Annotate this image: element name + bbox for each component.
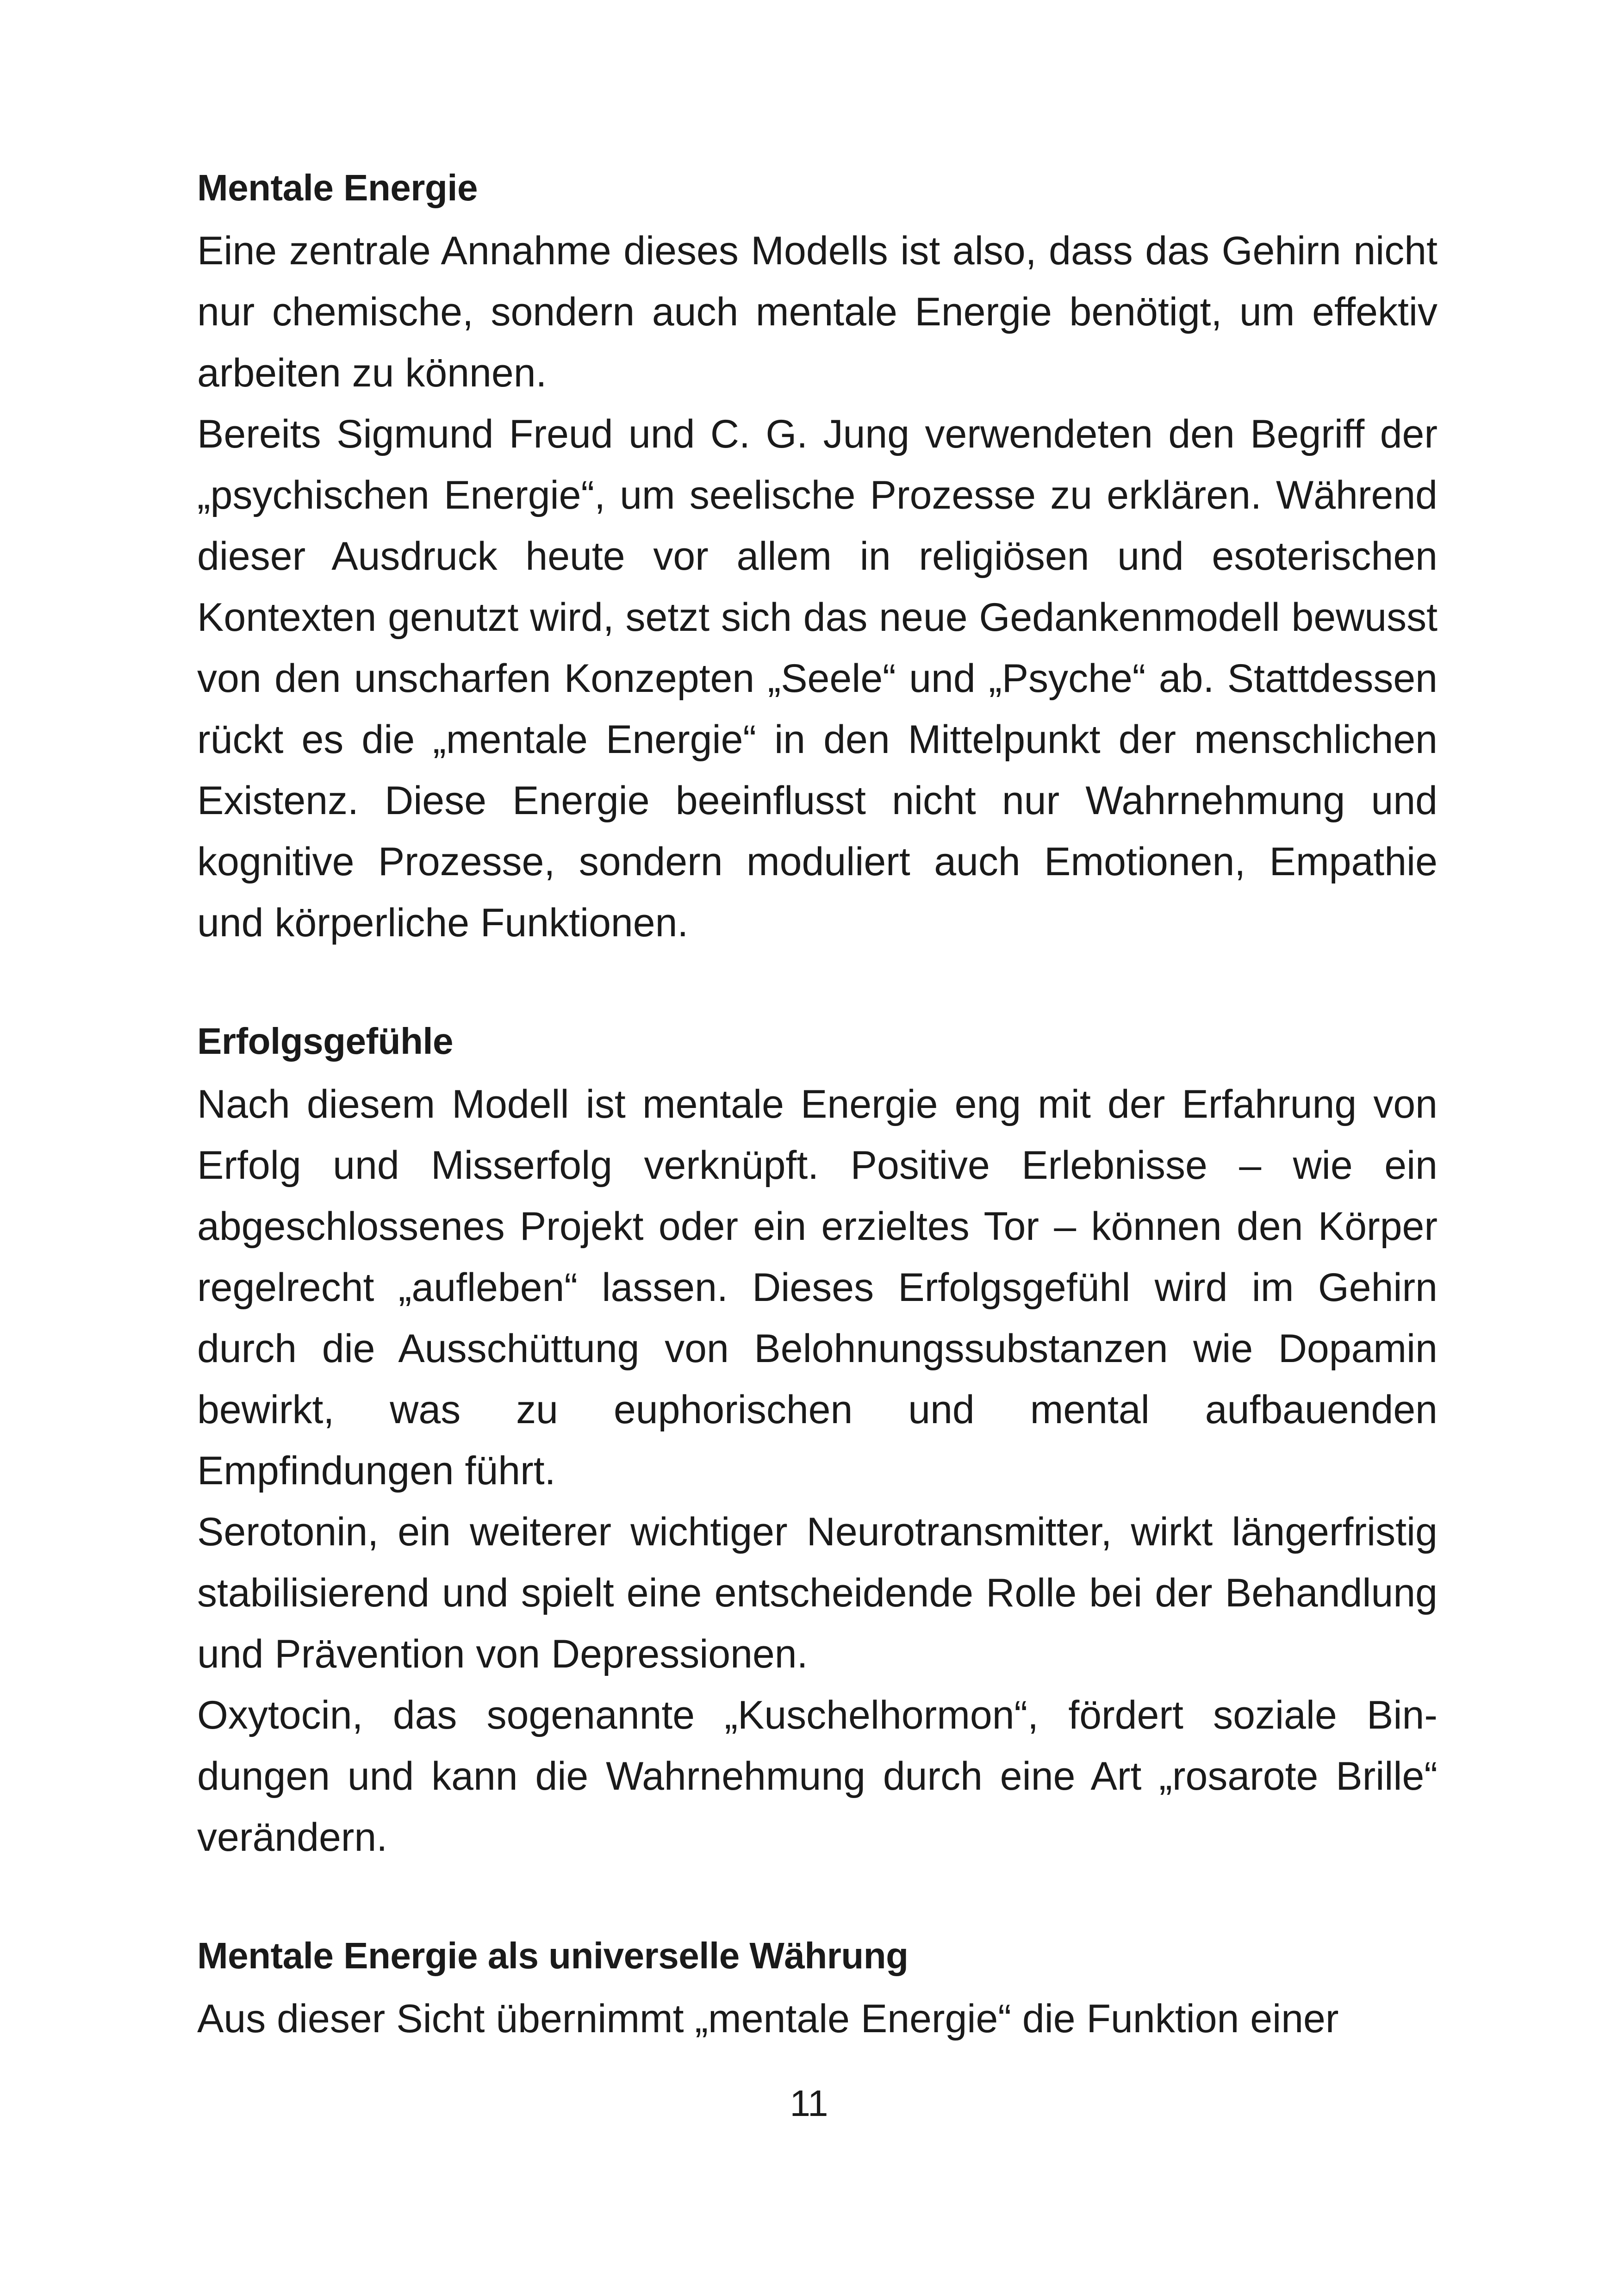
section-heading: Mentale Energie [197, 167, 478, 208]
paragraph: Aus dieser Sicht übernimmt „mentale Energie“ die Funktion einer [197, 1997, 1339, 2041]
paragraph: Bereits Sigmund Freud und C. G. Jung verwendeten den Begriff der „psychischen Energie“, um seelische Prozesse zu erklären. Während dieser Ausdruck heute vor allem in religiösen und esoterischen Kontexten genutzt wird, setzt sich das neue Gedankenmodell bewusst von den unscharfen Konzepten „Seele“ und „Psyche“ ab. Stattdessen rückt es die „mentale Energie“ in den Mittelpunkt der menschlichen Existenz. Diese Energie beeinflusst nicht nur Wahrnehmung und kognitive Prozesse, sondern moduliert auch Emotionen, Empathie und körperliche Funktionen. [197, 412, 1438, 945]
section-mentale-energie [197, 157, 1438, 953]
paragraph: Oxytocin, das sogenannte „Kuschelhormon“, fördert soziale Bindungen und kann die Wahrnehmung durch eine Art „rosarote Brille“ verändern. [197, 1693, 1438, 1860]
paragraph: Serotonin, ein weiterer wichtiger Neurotransmitter, wirkt längerfristig stabilisierend und spielt eine entscheidende Rolle bei der Behandlung und Prävention von Depressionen. [197, 1510, 1438, 1676]
page-body [197, 157, 1438, 2049]
page-number: 11 [790, 2083, 828, 2124]
paragraph: Nach diesem Modell ist mentale Energie eng mit der Erfahrung von Erfolg und Misserfolg verknüpft. Positive Erlebnisse – wie ein abgeschlossenes Projekt oder ein erzieltes Tor – können den Körper regelrecht „aufleben“ lassen. Dieses Erfolgsgefühl wird im Gehirn durch die Ausschüttung von Belohnungssubstanzen wie Dopamin bewirkt, was zu euphorischen und mental aufbauenden Empfindungen führt. [197, 1082, 1438, 1493]
section-universelle-waehrung [197, 1925, 1438, 2049]
section-heading: Erfolgsgefühle [197, 1020, 454, 1062]
paragraph: Eine zentrale Annahme dieses Modells ist also, dass das Gehirn nicht nur chemische, sondern auch mentale Energie benötigt, um effektiv arbeiten zu können. [197, 229, 1438, 395]
section-heading: Mentale Energie als universelle Währung [197, 1935, 909, 1976]
section-erfolgsgefuehle [197, 1011, 1438, 1868]
